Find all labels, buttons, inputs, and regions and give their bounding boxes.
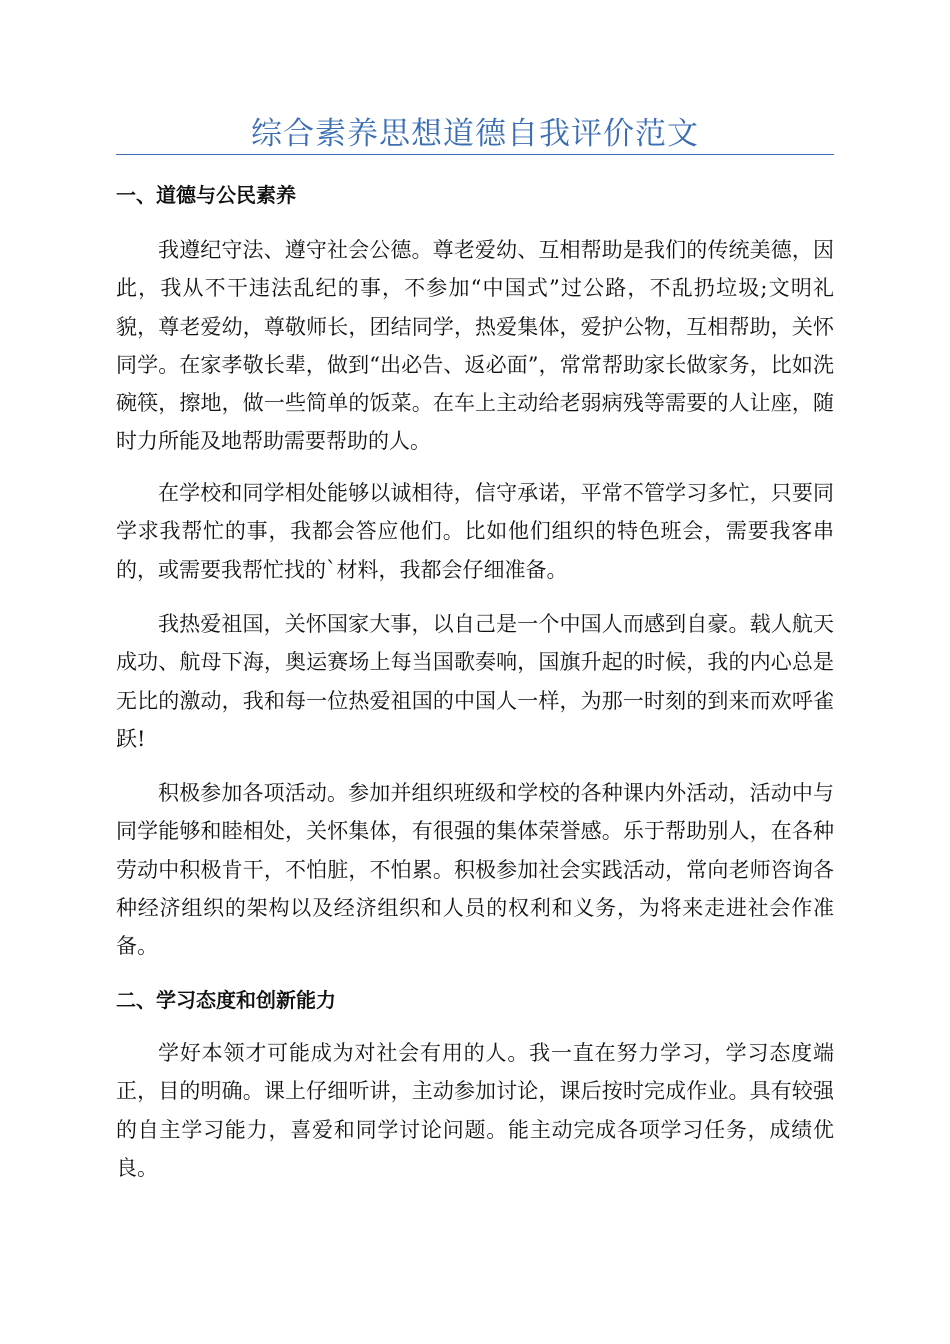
- paragraph-2: 在学校和同学相处能够以诚相待，信守承诺，平常不管学习多忙，只要同学求我帮忙的事，我都会答应他们。比如他们组织的特色班会，需要我客串的，或需要我帮忙找的`材料，我都会仔细准备。: [116, 481, 834, 582]
- paragraph-5: 学好本领才可能成为对社会有用的人。我一直在努力学习，学习态度端正，目的明确。课上仔细听讲，主动参加讨论，课后按时完成作业。具有较强的自主学习能力，喜爱和同学讨论问题。能主动完成各项学习任务，成绩优良。: [116, 1041, 834, 1180]
- section-heading-1: 一、道德与公民素养: [116, 183, 296, 207]
- title-underline: [116, 154, 834, 155]
- document-title: 综合素养思想道德自我评价范文: [251, 116, 699, 152]
- section-heading-2: 二、学习态度和创新能力: [116, 988, 336, 1012]
- paragraph-1: 我遵纪守法、遵守社会公德。尊老爱幼、互相帮助是我们的传统美德，因此，我从不干违法乱纪的事，不参加“中国式”过公路，不乱扔垃圾;文明礼貌，尊老爱幼，尊敬师长，团结同学，热爱集体，爱护公物，互相帮助，关怀同学。在家孝敬长辈，做到“出必告、返必面”，常常帮助家长做家务，比如洗碗筷，擦地，做一些简单的饭菜。在车上主动给老弱病残等需要的人让座，随时力所能及地帮助需要帮助的人。: [116, 238, 834, 454]
- paragraph-4: 积极参加各项活动。参加并组织班级和学校的各种课内外活动，活动中与同学能够和睦相处，关怀集体，有很强的集体荣誉感。乐于帮助别人，在各种劳动中积极肯干，不怕脏，不怕累。积极参加社会实践活动，常向老师咨询各种经济组织的架构以及经济组织和人员的权利和义务，为将来走进社会作准备。: [116, 781, 834, 959]
- paragraph-3: 我热爱祖国，关怀国家大事，以自己是一个中国人而感到自豪。载人航天成功、航母下海，奥运赛场上每当国歌奏响，国旗升起的时候，我的内心总是无比的激动，我和每一位热爱祖国的中国人一样，为那一时刻的到来而欢呼雀跃!: [116, 612, 834, 751]
